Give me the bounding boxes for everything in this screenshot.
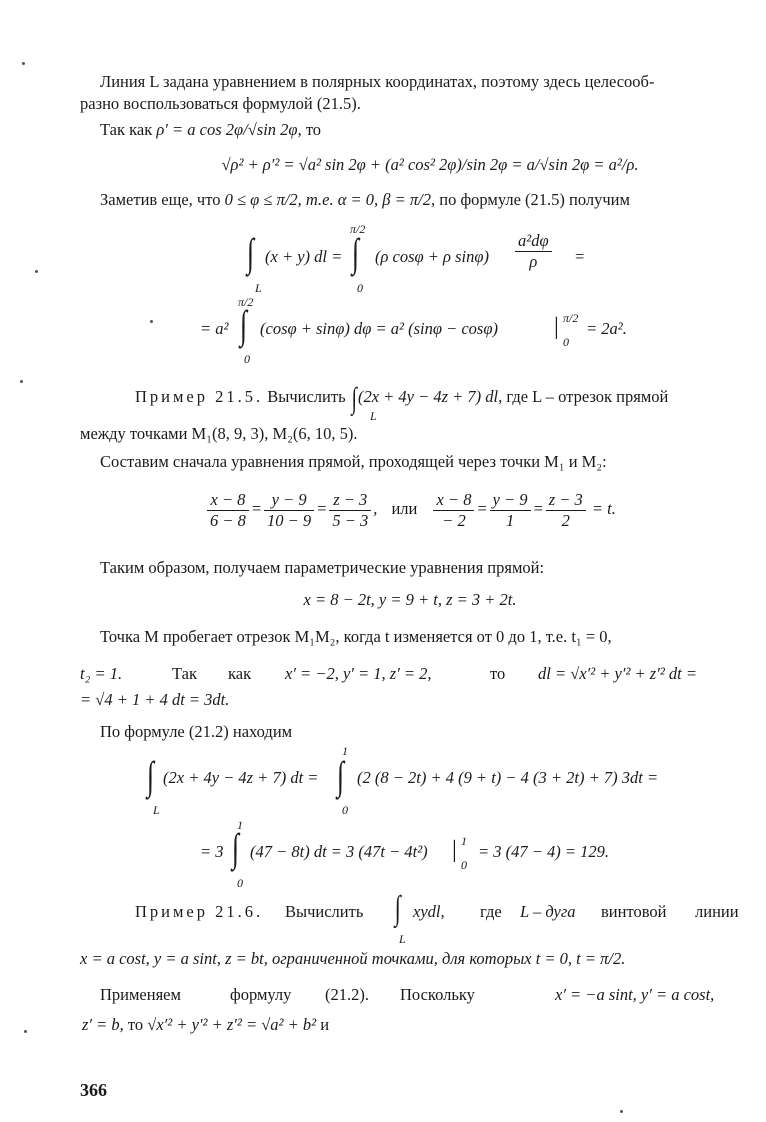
paragraph-line: между точками M₁(8, 9, 3), M₂(6, 10, 5).: [80, 424, 358, 443]
equation-integral-3: [145, 744, 705, 818]
text: Заметив еще, что: [100, 190, 221, 209]
example-heading: Пример 21.6. Вычислить ∫ L xydl, где L – дуга винтовой линии: [135, 890, 739, 946]
param-t: = t.: [591, 499, 616, 519]
integral-lower-limit: 0: [357, 281, 363, 295]
scan-speck: [20, 380, 23, 383]
integrand: (2x + 4y − 4z + 7) dt =: [163, 768, 319, 787]
eval-lower: 0: [563, 335, 569, 349]
integral-lower-limit: L: [255, 281, 262, 295]
integral-upper-limit: 1: [237, 818, 243, 832]
fraction: $\frac{y - 9}{1}$: [490, 490, 531, 531]
limits-condition: 0 ≤ φ ≤ π/2, т.е. α = 0, β = π/2,: [224, 190, 436, 209]
text: , то: [297, 120, 322, 139]
integral-sign: ∫: [394, 890, 401, 927]
equation-integral-1: [245, 222, 625, 295]
paragraph-line: Таким образом, получаем параметрические уравнения прямой:: [100, 558, 545, 577]
scan-speck: [24, 1030, 27, 1033]
fraction: $\frac{x - 8}{6 - 8}$: [207, 490, 249, 531]
example-heading: [135, 384, 668, 414]
eval-bar: |: [554, 314, 559, 340]
example-label: Пример 21.6.: [135, 902, 264, 921]
fraction: $\frac{z - 3}{2}$: [546, 490, 586, 531]
text: Так как: [100, 120, 153, 139]
equation-integral-2: [200, 295, 640, 365]
integral-lower-limit: L: [399, 932, 406, 946]
scan-speck: [150, 320, 153, 323]
integral-upper-limit: π/2: [350, 222, 366, 236]
page-number: 366: [80, 1080, 107, 1100]
text: Вычислить: [267, 387, 346, 406]
integral-sign: ∫: [146, 753, 155, 798]
integral-upper-limit: π/2: [238, 295, 254, 309]
integral-lower-limit: L: [153, 803, 160, 817]
paragraph-line: Точка M пробегает отрезок M₁M₂, когда t изменяется от 0 до 1, т.е. t₁ = 0,: [100, 627, 612, 646]
integrand: (ρ cosφ + ρ sinφ): [375, 247, 489, 266]
conjunction: или: [391, 499, 418, 519]
integrand: (2 (8 − 2t) + 4 (9 + t) − 4 (3 + 2t) + 7) 3dt =: [357, 768, 659, 787]
integral-lower-limit: L: [370, 409, 377, 423]
integral-sign: ∫: [246, 230, 255, 275]
integral-upper-limit: 1: [342, 744, 348, 758]
result: = 3 (47 − 4) = 129.: [478, 842, 610, 861]
integral-sign: ∫: [239, 302, 248, 347]
fraction: $\frac{z - 3}{5 - 3}$: [329, 490, 371, 531]
integral-lower-limit: 0: [237, 876, 243, 890]
paragraph-line: z′ = b, то √x′² + y′² + z′² = √a² + b² и: [82, 1015, 330, 1034]
integral-sign: ∫: [351, 382, 357, 415]
scan-speck: [35, 270, 38, 273]
eval-bar: |: [452, 837, 457, 863]
result: = 2a².: [586, 319, 627, 338]
example-label: Пример 21.5.: [135, 387, 264, 406]
scan-speck: [620, 1110, 623, 1113]
fraction: $\frac{\text{a²dφ}}{\rho}$: [515, 231, 552, 272]
paragraph-line: разно воспользоваться формулой (21.5).: [80, 94, 361, 113]
equation-integral-4: [200, 818, 640, 888]
integrand: (cosφ + sinφ) dφ = a² (sinφ − cosφ): [260, 319, 498, 338]
paragraph-line: [100, 190, 630, 210]
text: по формуле (21.5) получим: [439, 190, 630, 209]
paragraph-line: Составим сначала уравнения прямой, проходящей через точки M₁ и M₂:: [100, 452, 607, 471]
integrand: (2x + 4y − 4z + 7) dl,: [357, 387, 503, 406]
integral-sign: ∫: [336, 753, 345, 798]
paragraph-line: Линия L задана уравнением в полярных координатах, поэтому здесь целесооб-: [100, 72, 655, 91]
equals: =: [575, 247, 585, 266]
book-page: Линия L задана уравнением в полярных координатах, поэтому здесь целесооб- разно воспользоваться формулой (21.5). Так как ρ′ = a cos 2φ/√sin 2φ, то √ρ² + ρ′² = √a² sin 2φ + (a² cos² 2φ)/sin 2φ = a/√sin 2φ = a²/ρ. Заметив еще, что 0 ≤ φ ≤ π/2, т.е. α = 0, β = π/2, по формуле (21.5) получим ∫ L (x + y) dl = π/2 ∫ 0 (ρ cosφ + ρ sinφ) $\frac{\text{a²dφ}}{\rho}$ = = a² π/2 ∫ 0 (cosφ + sinφ) dφ = a² (sinφ − cosφ) | π/2 0 = 2a². Пример 21.5. Вычислить ∫(2x + 4y − 4z + 7) dl, где L – отрезок прямой L между точками M₁(8, 9, 3), M₂(6, 10, 5). Составим сначала уравнения прямой, проходящей через точки M₁ и M₂: $\frac{x - 8}{6 - 8}$ = $\frac{y - 9}{10 - 9}$ = $\frac{z - 3}{5 - 3}$ , или $\frac{x - 8}{- 2}$ = $\frac{y - 9}{1}$ = $\frac{z - 3}{2}$ = t. Таким образом, получаем параметрические уравнения прямой: x = 8 − 2t, y = 9 + t, z = 3 + 2t. Точка M пробегает отрезок M₁M₂, когда t изменяется от 0 до 1, т.е. t₁ = 0, t₂ = 1. Так как x′ = −2, y′ = 1, z′ = 2, то dl = √x′² + y′² + z′² dt = = √4 + 1 + 4 dt = 3dt. По формуле (21.2) находим ∫ L (2x + 4y − 4z + 7) dt = 1 ∫ 0 (2 (8 − 2t) + 4 (9 + t) − 4 (3 + 2t) + 7) 3dt = = 3 1 ∫ 0 (47 − 8t) dt = 3 (47t − 4t²) | 1 0 = 3 (47 − 4) = 129. Пример 21.6. Вычислить ∫ L xydl, где L – дуга винтовой линии x = a cost, y = a sint, z = bt, ограниченной точками, для которых t = 0, t = π/2. Применяем формулу (21.2). Поскольку x′ = −a sint, y′ = a cost, z′ = b, то √x′² + y′² + z′² = √a² + b² и 366: [0, 0, 766, 1122]
equation-parametric: x = 8 − 2t, y = 9 + t, z = 3 + 2t.: [303, 590, 517, 609]
integral-sign: ∫: [351, 230, 360, 275]
eval-upper: 1: [461, 834, 467, 848]
coefficient: = 3: [200, 842, 224, 861]
equation-line-canonical: $\frac{x - 8}{6 - 8}$ = $\frac{y - 9}{10 - 9}$ = $\frac{z - 3}{5 - 3}$ , или $\frac{x - 8}{- 2}$ = $\frac{y - 9}{1}$ = $\frac{z - 3}{2}$ = t.: [205, 490, 616, 531]
coefficient: = a²: [200, 319, 229, 338]
integrand: (47 − 8t) dt = 3 (47t − 4t²): [250, 842, 428, 861]
formula-rho-prime: ρ′ = a cos 2φ/√sin 2φ: [156, 120, 298, 139]
eval-lower: 0: [461, 858, 467, 872]
integral-lower-limit: 0: [244, 352, 250, 366]
integral-lower-limit: 0: [342, 803, 348, 817]
paragraph-line: По формуле (21.2) находим: [100, 722, 293, 741]
paragraph-line: = √4 + 1 + 4 dt = 3dt.: [80, 690, 230, 709]
equation-arc-element: √ρ² + ρ′² = √a² sin 2φ + (a² cos² 2φ)/sin 2φ = a/√sin 2φ = a²/ρ.: [221, 155, 639, 174]
paragraph-line: [100, 120, 321, 140]
eval-upper: π/2: [563, 311, 579, 325]
paragraph-line: x = a cost, y = a sint, z = bt, ограниченной точками, для которых t = 0, t = π/2.: [80, 949, 626, 968]
fraction: $\frac{y - 9}{10 - 9}$: [264, 490, 314, 531]
text: где L – отрезок прямой: [506, 387, 669, 406]
fraction: $\frac{x - 8}{- 2}$: [433, 490, 474, 531]
integrand: xydl,: [413, 902, 445, 921]
integrand: (x + y) dl =: [265, 247, 343, 266]
integral-sign: ∫: [231, 825, 240, 870]
scan-speck: [22, 62, 25, 65]
